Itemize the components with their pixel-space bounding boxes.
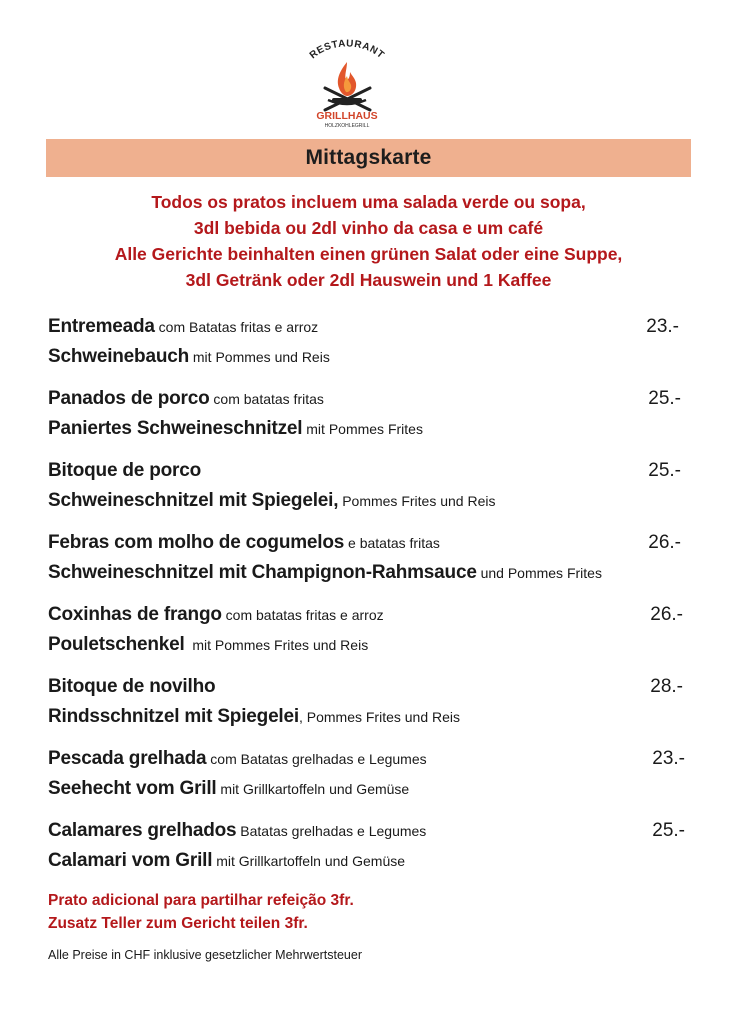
dish-side-de: mit Grillkartoffeln und Gemüse: [216, 781, 410, 797]
price: 26.-: [648, 532, 681, 553]
intro-line: 3dl bebida ou 2dl vinho da casa e um café: [193, 218, 544, 238]
dish-name-pt: Bitoque de porco: [48, 460, 202, 481]
price: 25.-: [648, 460, 681, 481]
price: 25.-: [652, 820, 685, 841]
dish-side-de: mit Pommes und Reis: [189, 349, 330, 365]
menu-item-pt-line: [48, 816, 693, 846]
menu-item-pt-line: [48, 672, 693, 702]
price: 23.-: [646, 316, 679, 337]
page-title: Mittagskarte: [305, 146, 432, 169]
dish-name-de: Rindsschnitzel mit Spiegelei: [48, 706, 299, 727]
logo-subtitle: HOLZKOHLEGRILL: [324, 123, 370, 129]
price: 28.-: [650, 676, 683, 697]
extra-note-de: Zusatz Teller zum Gericht teilen 3fr.: [48, 915, 308, 932]
dish-name-pt: Entremeada: [48, 316, 155, 337]
dish-side-de: , Pommes Frites und Reis: [298, 709, 461, 725]
menu-list: [48, 312, 693, 888]
menu-item-pt-line: [48, 600, 693, 630]
dish-name-pt: Calamares grelhados: [48, 820, 237, 841]
menu-item-de-line: [48, 558, 693, 588]
price: 26.-: [650, 604, 683, 625]
menu-item: [48, 528, 693, 600]
logo-name: GRILLHAUS: [316, 110, 378, 122]
dish-name-de: Seehecht vom Grill: [48, 778, 217, 799]
dish-name-pt: Pescada grelhada: [48, 748, 207, 769]
dish-side-de: mit Pommes Frites: [302, 421, 423, 437]
dish-side-de: Pommes Frites und Reis: [338, 493, 496, 509]
restaurant-logo: [292, 36, 402, 132]
dish-name-de: Schweineschnitzel mit Champignon-Rahmsauce: [48, 562, 477, 583]
menu-item-pt-line: [48, 312, 693, 342]
price: 25.-: [648, 388, 681, 409]
dish-name-de: Paniertes Schweineschnitzel: [48, 418, 303, 439]
menu-item-de-line: [48, 846, 693, 876]
intro-line: 3dl Getränk oder 2dl Hauswein und 1 Kaffee: [185, 270, 552, 290]
menu-item-de-line: [48, 342, 693, 372]
extra-plate-note: [48, 889, 354, 935]
menu-item: [48, 816, 693, 888]
price-footnote: Alle Preise in CHF inklusive gesetzlicher Mehrwertsteuer: [48, 948, 363, 962]
dish-side-de: mit Pommes Frites und Reis: [184, 637, 369, 653]
dish-side-pt: e batatas fritas: [344, 535, 440, 551]
intro-text: [46, 189, 691, 293]
menu-item-pt-line: [48, 384, 693, 414]
menu-item-de-line: [48, 702, 693, 732]
dish-name-de: Schweineschnitzel mit Spiegelei,: [48, 490, 339, 511]
price: 23.-: [652, 748, 685, 769]
dish-side-pt: com batatas fritas: [209, 391, 324, 407]
logo-top-text: RESTAURANT: [307, 38, 387, 62]
menu-item-de-line: [48, 486, 693, 516]
dish-name-de: Schweinebauch: [48, 346, 189, 367]
title-banner: [46, 139, 691, 177]
menu-item-pt-line: [48, 744, 693, 774]
dish-name-de: Calamari vom Grill: [48, 850, 213, 871]
menu-item-de-line: [48, 774, 693, 804]
menu-item: [48, 456, 693, 528]
menu-item-de-line: [48, 414, 693, 444]
dish-side-pt: Batatas grelhadas e Legumes: [236, 823, 427, 839]
dish-name-de: Pouletschenkel: [48, 634, 185, 655]
menu-item-pt-line: [48, 456, 693, 486]
menu-item-de-line: [48, 630, 693, 660]
intro-line: Todos os pratos incluem uma salada verde ou sopa,: [151, 192, 586, 212]
menu-item: [48, 744, 693, 816]
dish-name-pt: Bitoque de novilho: [48, 676, 216, 697]
dish-side-pt: com batatas fritas e arroz: [221, 607, 384, 623]
grill-flame-icon: [292, 36, 402, 132]
menu-item: [48, 600, 693, 672]
intro-line: Alle Gerichte beinhalten einen grünen Salat oder eine Suppe,: [114, 244, 623, 264]
menu-item: [48, 312, 693, 384]
dish-side-pt: com Batatas fritas e arroz: [154, 319, 319, 335]
dish-name-pt: Febras com molho de cogumelos: [48, 532, 345, 553]
dish-name-pt: Panados de porco: [48, 388, 210, 409]
extra-note-pt: Prato adicional para partilhar refeição 3fr.: [48, 892, 354, 909]
menu-item: [48, 384, 693, 456]
dish-side-de: und Pommes Frites: [476, 565, 602, 581]
dish-side-de: mit Grillkartoffeln und Gemüse: [212, 853, 406, 869]
dish-side-pt: com Batatas grelhadas e Legumes: [206, 751, 427, 767]
dish-name-pt: Coxinhas de frango: [48, 604, 222, 625]
menu-item-pt-line: [48, 528, 693, 558]
menu-item: [48, 672, 693, 744]
